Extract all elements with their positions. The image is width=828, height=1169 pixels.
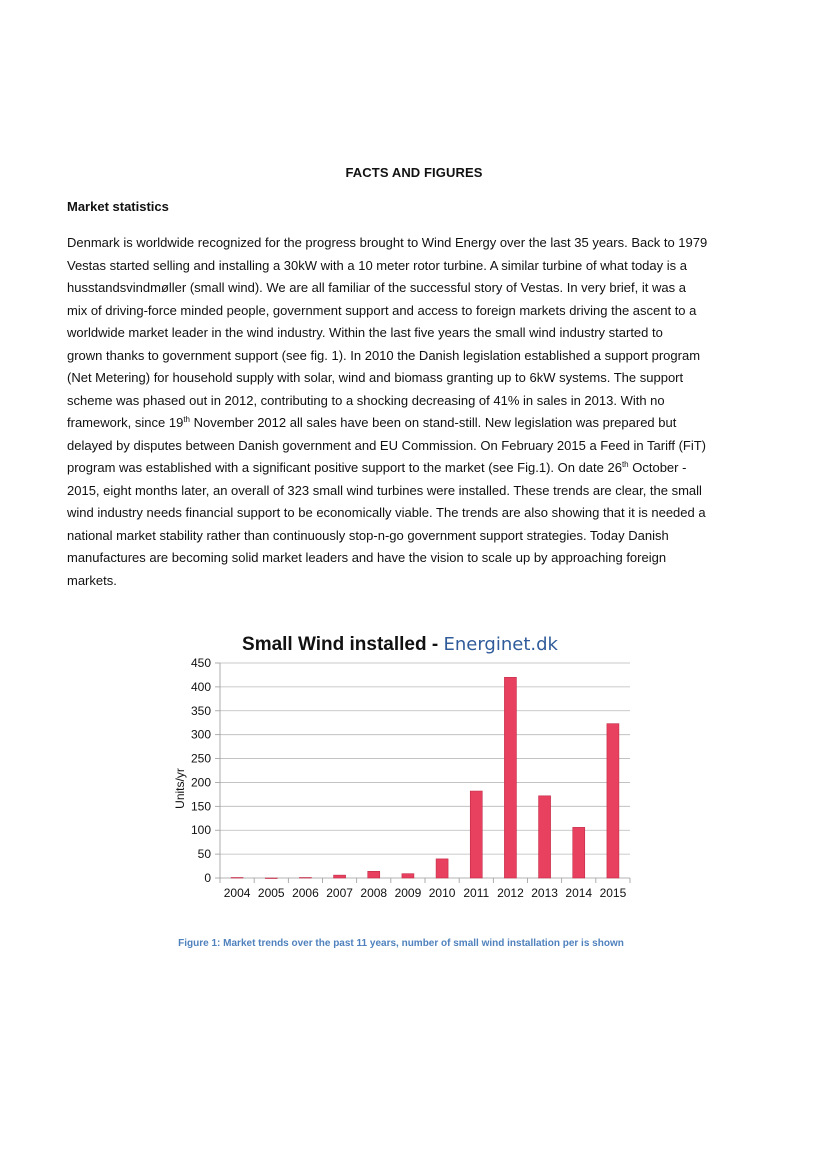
x-tick-label: 2015 bbox=[599, 886, 627, 900]
bar bbox=[402, 874, 414, 878]
x-tick-label: 2010 bbox=[428, 886, 456, 900]
bar bbox=[334, 875, 346, 878]
paragraph-line: mix of driving-force minded people, government support and access to foreign markets driving the ascent to a bbox=[67, 302, 697, 318]
chart-title bbox=[242, 634, 559, 655]
bar bbox=[265, 878, 277, 879]
paragraph-line: wind industry needs financial support to be economically viable. The trends are also showing that it is needed a bbox=[67, 505, 706, 520]
paragraph-line bbox=[67, 457, 767, 480]
paragraph-text: October - bbox=[628, 460, 687, 475]
paragraph-line: 2015, eight months later, an overall of 323 small wind turbines were installed. These trends are clear, the small bbox=[67, 482, 702, 498]
x-tick-label: 2007 bbox=[326, 886, 353, 900]
paragraph-line: delayed by disputes between Danish government and EU Commission. On February 2015 a Feed in Tariff (FiT) bbox=[67, 437, 707, 453]
y-tick-label: 50 bbox=[197, 847, 211, 862]
paragraph-line: scheme was phased out in 2012, contributing to a shocking decreasing of 41% in sales in 2013. With no bbox=[67, 392, 665, 408]
paragraph-line: grown thanks to government support (see fig. 1). In 2010 the Danish legislation established a support program bbox=[67, 347, 701, 363]
paragraph-line: worldwide market leader in the wind industry. Within the last five years the small wind industry started to bbox=[67, 325, 663, 340]
x-tick-label: 2009 bbox=[394, 886, 422, 900]
x-tick-label: 2008 bbox=[360, 886, 388, 900]
ordinal-suffix: th bbox=[183, 415, 190, 424]
chart-svg bbox=[160, 626, 640, 916]
x-tick-label: 2013 bbox=[531, 886, 558, 900]
bar bbox=[231, 878, 243, 879]
paragraph-text: framework, since 19 bbox=[67, 415, 184, 430]
bar-chart bbox=[160, 626, 640, 916]
paragraph-line: national market stability rather than continuously stop-n-go government support strategies. Today Danish bbox=[67, 527, 669, 543]
x-tick-label: 2014 bbox=[565, 886, 593, 900]
bar bbox=[470, 791, 482, 878]
bar bbox=[504, 677, 516, 878]
y-tick-label: 100 bbox=[190, 823, 211, 838]
bar bbox=[368, 871, 380, 878]
bar bbox=[436, 859, 448, 878]
x-tick-label: 2011 bbox=[463, 886, 490, 900]
bar bbox=[299, 878, 311, 879]
paragraph-line: Denmark is worldwide recognized for the progress brought to Wind Energy over the last 35 years. Back to 1979 bbox=[67, 235, 708, 250]
figure-caption: Figure 1: Market trends over the past 11 years, number of small wind installation per is shown bbox=[178, 938, 624, 949]
y-tick-label: 200 bbox=[190, 775, 211, 790]
body-paragraph bbox=[67, 232, 767, 592]
x-tick-label: 2005 bbox=[257, 886, 285, 900]
bar bbox=[573, 827, 585, 878]
bar bbox=[539, 796, 551, 878]
x-tick-label: 2006 bbox=[292, 886, 319, 900]
page-title: FACTS AND FIGURES bbox=[345, 165, 483, 180]
y-tick-label: 250 bbox=[190, 751, 211, 766]
chart-title-main: Small Wind installed - bbox=[242, 634, 444, 655]
paragraph-line: Vestas started selling and installing a 30kW with a 10 meter rotor turbine. A similar turbine of what today is a bbox=[67, 257, 687, 273]
paragraph-line: (Net Metering) for household supply with solar, wind and biomass granting up to 6kW systems. The support bbox=[67, 370, 684, 385]
paragraph-text: program was established with a significant positive support to the market (see Fig.1). On date 26 bbox=[67, 460, 622, 475]
y-tick-label: 350 bbox=[190, 703, 211, 718]
chart-title-source: Energinet.dk bbox=[443, 634, 558, 655]
y-tick-label: 450 bbox=[190, 656, 211, 670]
x-tick-label: 2004 bbox=[223, 886, 251, 900]
paragraph-line bbox=[67, 412, 767, 435]
y-tick-label: 0 bbox=[204, 871, 211, 885]
y-tick-label: 300 bbox=[190, 727, 211, 742]
section-heading: Market statistics bbox=[67, 199, 169, 214]
paragraph-text: November 2012 all sales have been on stand-still. New legislation was prepared but bbox=[190, 415, 677, 430]
y-tick-label: 400 bbox=[190, 679, 211, 694]
paragraph-line: husstandsvindmøller (small wind). We are all familiar of the successful story of Vestas. In very brief, it was a bbox=[67, 280, 686, 295]
x-tick-label: 2012 bbox=[497, 886, 524, 900]
ordinal-suffix: th bbox=[621, 460, 629, 469]
y-axis-label: Units/yr bbox=[173, 768, 187, 809]
paragraph-line: markets. bbox=[67, 572, 117, 588]
bar bbox=[607, 724, 619, 878]
y-tick-label: 150 bbox=[190, 799, 211, 814]
paragraph-line: manufactures are becoming solid market leaders and have the vision to scale up by approaching foreign bbox=[67, 550, 667, 565]
